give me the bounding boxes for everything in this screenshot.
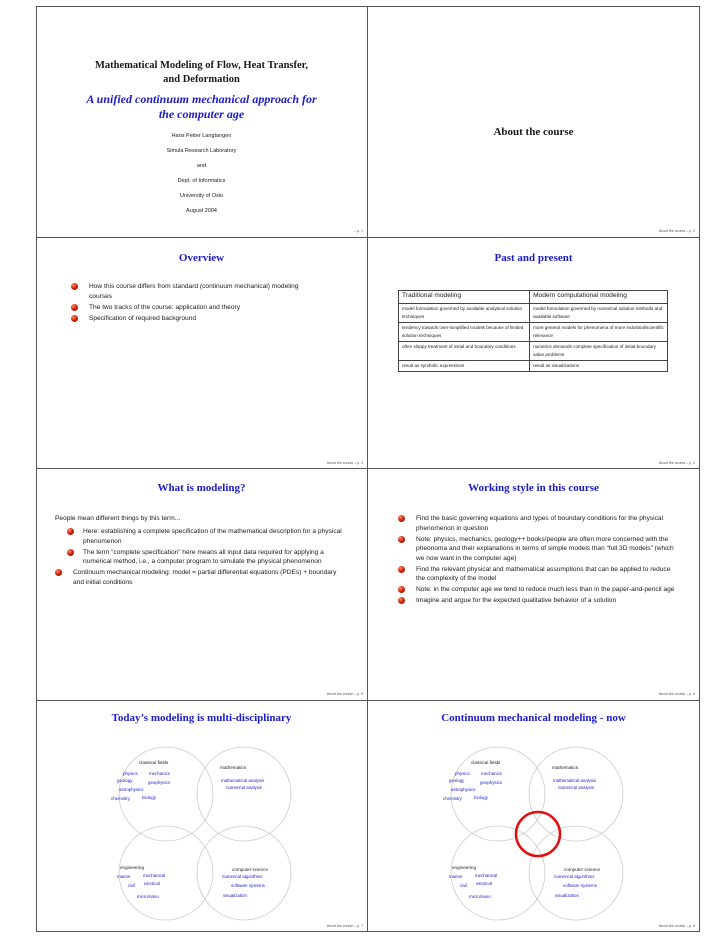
venn-term: numerical algorithms	[222, 874, 263, 879]
venn-term: civil	[128, 883, 136, 888]
bullet-icon	[398, 515, 405, 522]
list-item: The term “complete specification” here means all input data required for applying a numerical method, i.e., a computer program to simulate the physical phenomenon	[55, 548, 345, 567]
venn-circle	[119, 826, 213, 920]
list-item: How this course differs from standard (continuum mechanical) modeling courses	[71, 282, 321, 301]
list-item: Find the relevant physical and mathematical assumptions that can be applied to reduce the complexity of the model	[398, 565, 676, 584]
venn-term: geophysics	[480, 780, 502, 785]
venn-diagram	[368, 701, 699, 932]
venn-term: visualization	[223, 893, 247, 898]
venn-circle	[197, 826, 291, 920]
table-cell: result as symbolic expressions	[399, 361, 530, 372]
table-row	[399, 323, 668, 342]
venn-label: classical fields	[471, 760, 501, 765]
slide-footer: About the course – p. 2	[658, 229, 695, 233]
intro-text: People mean different things by this term...	[55, 515, 181, 522]
venn-term: marine	[449, 874, 463, 879]
slide-footer: About the course – p. 3	[326, 461, 363, 465]
list-item: Continuum mechanical modeling: model = partial differential equations (PDEs) + boundary and initial conditions	[55, 568, 345, 587]
venn-term: mechanics	[481, 771, 502, 776]
deck-subtitle: A unified continuum mechanical approach for the computer age	[86, 92, 317, 121]
affiliation-2: Dept. of Informatics	[177, 178, 226, 184]
bullet-icon	[398, 597, 405, 604]
slide-7	[36, 701, 367, 932]
venn-term: biology	[142, 795, 156, 800]
venn-term: visualization	[555, 893, 579, 898]
venn-term: electical	[476, 881, 492, 886]
slide-8	[368, 701, 699, 932]
date: August 2004	[186, 208, 217, 214]
comparison-table	[398, 290, 668, 372]
bullet-icon	[398, 536, 405, 543]
slide-title: Overview	[178, 252, 225, 264]
bullet-icon	[71, 315, 78, 322]
list-item: Specification of required background	[71, 314, 321, 324]
deck-title: Mathematical Modeling of Flow, Heat Transfer, and Deformation	[95, 60, 308, 85]
table-cell: tendency towards over-simplified models because of limited solution techniques	[399, 323, 530, 342]
slide-footer: – p. 1	[354, 229, 363, 233]
list-item: Here: establishing a complete specification of the mathematical description for a physical phenomenon	[55, 527, 345, 546]
affiliation-and: and	[196, 163, 207, 169]
venn-label: computer science	[232, 867, 269, 872]
venn-term: biology	[474, 795, 488, 800]
venn-term: mechanics	[149, 771, 170, 776]
slide-4	[368, 238, 699, 469]
affiliation-1: Simula Research Laboratory	[166, 148, 237, 154]
author: Hans Petter Langtangen	[171, 133, 232, 139]
slide-title: Continuum mechanical modeling - now	[441, 712, 626, 724]
venn-term: mathematical analysis	[553, 778, 597, 783]
venn-term: geology	[449, 778, 465, 783]
slide-title: Working style in this course	[468, 482, 599, 494]
venn-term: micro/nano	[137, 894, 159, 899]
venn-term: physics	[455, 771, 470, 776]
venn-term: mechanical	[475, 873, 498, 878]
venn-term: civil	[460, 883, 468, 888]
slide-2	[368, 6, 699, 237]
bullet-icon	[55, 569, 62, 576]
venn-term: numerical analysis	[558, 785, 595, 790]
venn-circle	[529, 826, 623, 920]
slide-footer: About the course – p. 8	[658, 924, 695, 928]
list-item: Note: physics, mechanics, geology++ books/people are often more concerned with the pheonoma and their explanations in terms of simple models than “full 3D models” (which we now want in the computer age)	[398, 535, 676, 564]
table-cell: often sloppy treatment of initial and boundary conditions	[399, 342, 530, 361]
venn-term: micro/nano	[469, 894, 491, 899]
bullet-icon	[67, 528, 74, 535]
bullet-list	[71, 282, 321, 325]
table-cell: more general models for phenomena of more industrial/scientific relevance	[530, 323, 668, 342]
bullet-list	[55, 527, 345, 589]
list-item: Note: in the computer age we tend to reduce much less than in the paper-and-pencil age	[398, 585, 676, 595]
venn-label: engineering	[452, 865, 477, 870]
venn-term: astrophysics	[451, 787, 476, 792]
bullet-icon	[398, 566, 405, 573]
bullet-icon	[67, 549, 74, 556]
venn-circle	[197, 747, 291, 841]
slide-footer: About the course – p. 5	[326, 692, 363, 696]
bullet-icon	[71, 304, 78, 311]
table-row	[399, 342, 668, 361]
table-header-row	[399, 291, 668, 304]
slide-1	[36, 6, 367, 237]
venn-label: mathematics	[220, 765, 247, 770]
venn-label: engineering	[120, 865, 145, 870]
bullet-list	[398, 514, 676, 607]
venn-term: software systems	[563, 883, 597, 888]
list-item: The two tracks of the course: application and theory	[71, 303, 321, 313]
venn-term: physics	[123, 771, 138, 776]
venn-term: geology	[117, 778, 133, 783]
table-cell: numerics demands complete specification of initial-boundary value problems	[530, 342, 668, 361]
venn-term: electical	[144, 881, 160, 886]
venn-label: classical fields	[139, 760, 169, 765]
list-item: Find the basic governing equations and types of boundary conditions for the physical phenomenon in question	[398, 514, 676, 533]
slide-footer: About the course – p. 7	[326, 924, 363, 928]
table-cell: result as visualizations	[530, 361, 668, 372]
table-cell: model formulation governed by numerical solution methods and available software	[530, 304, 668, 323]
venn-term: software systems	[231, 883, 265, 888]
venn-label: computer science	[564, 867, 601, 872]
slide-3	[36, 238, 367, 469]
slide-title: About the course	[493, 126, 574, 138]
bullet-icon	[71, 283, 78, 290]
venn-term: numerical analysis	[226, 785, 263, 790]
venn-label: mathematics	[552, 765, 579, 770]
venn-circle	[529, 747, 623, 841]
venn-term: chemistry	[111, 796, 130, 801]
affiliation-3: University of Oslo	[179, 193, 224, 199]
table-cell: model formulation governed by available analytical solution techniques	[399, 304, 530, 323]
table-header: Traditional modeling	[399, 291, 530, 304]
venn-term: mechanical	[143, 873, 166, 878]
venn-term: mathematical analysis	[221, 778, 265, 783]
venn-diagram	[36, 701, 367, 932]
venn-circle	[451, 826, 545, 920]
table-row	[399, 361, 668, 372]
slide-title: Past and present	[494, 252, 573, 264]
slide-5	[36, 469, 367, 700]
slide-footer: About the course – p. 6	[658, 692, 695, 696]
table-header: Modern computational modeling	[530, 291, 668, 304]
slide-title: Today’s modeling is multi-disciplinary	[111, 712, 292, 724]
slide-title: What is modeling?	[157, 482, 246, 494]
bullet-icon	[398, 586, 405, 593]
list-item: Imagine and argue for the expected qualitative behavior of a solution	[398, 596, 676, 606]
venn-term: numerical algorithms	[554, 874, 595, 879]
slide-6	[368, 469, 699, 700]
venn-term: geophysics	[148, 780, 170, 785]
venn-term: astrophysics	[119, 787, 144, 792]
venn-term: chemistry	[443, 796, 462, 801]
venn-term: marine	[117, 874, 131, 879]
table-row	[399, 304, 668, 323]
slide-footer: About the course – p. 4	[658, 461, 695, 465]
